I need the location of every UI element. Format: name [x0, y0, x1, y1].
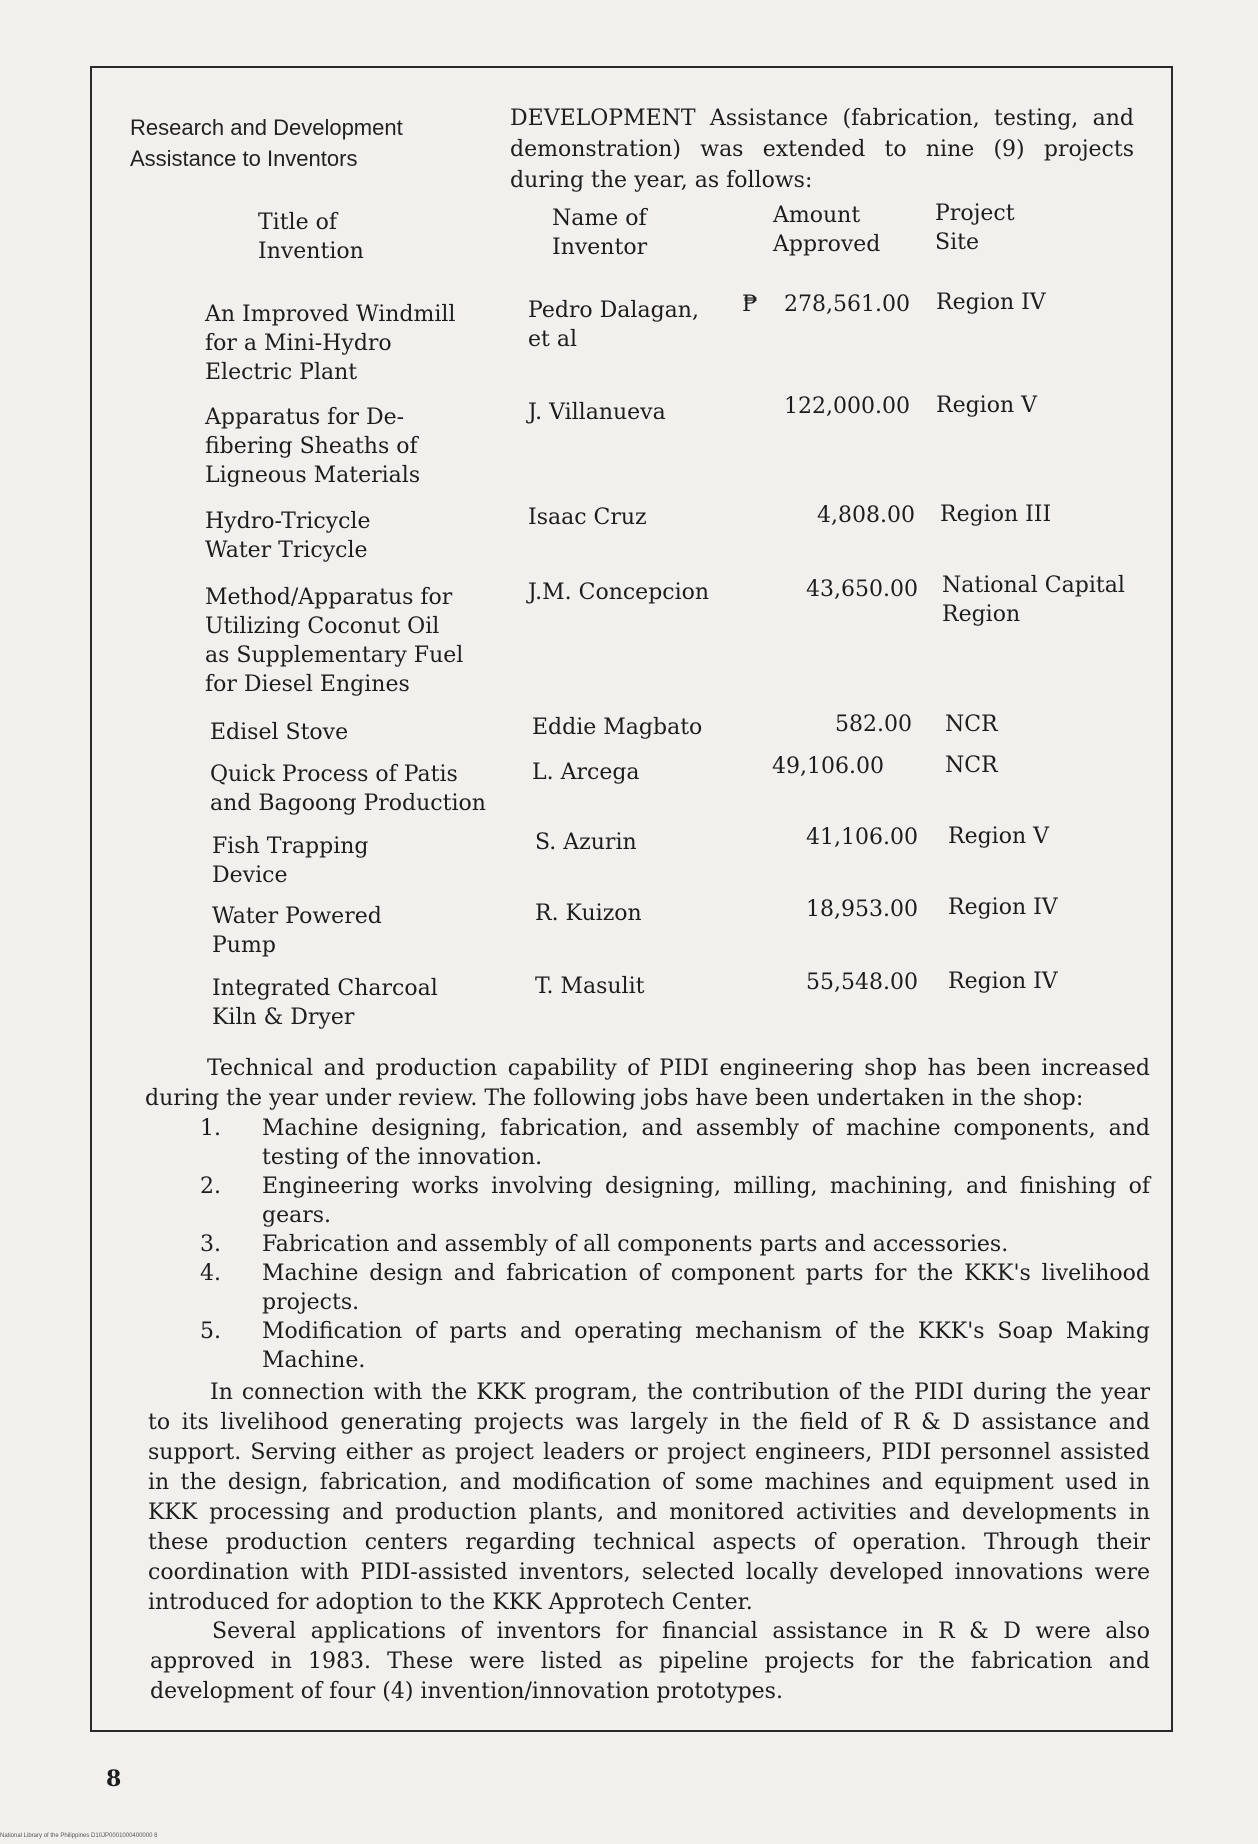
cell-line: Device: [212, 863, 288, 888]
sidenote-line: Research and Development: [130, 115, 403, 140]
cell-title: [212, 902, 502, 960]
cell-line: Water Tricycle: [205, 538, 368, 563]
cell-title: [210, 718, 500, 747]
cell-line: as Supplementary Fuel: [205, 643, 464, 668]
cell-line: J.M. Concepcion: [528, 580, 710, 605]
cell-title: [212, 832, 502, 890]
cell-line: et al: [528, 327, 578, 352]
cell-amount: 278,561.00: [784, 292, 910, 317]
cell-line: Integrated Charcoal: [212, 976, 438, 1001]
cell-title: [205, 507, 495, 565]
list-number: 1.: [200, 1116, 221, 1141]
cell-site: [936, 391, 1146, 420]
cell-amount: 43,650.00: [806, 577, 918, 602]
cell-amount: 4,808.00: [817, 503, 915, 528]
cell-line: Eddie Magbato: [532, 715, 703, 740]
header-line: Title of: [258, 210, 337, 235]
paragraph-applications: Several applications of inventors for financial assistance in R & D were also approved in 1983. These were listed as pipeline projects for the fabrication and development of four (4) invention/innovation prototypes.: [150, 1619, 1150, 1704]
section-sidenote: [130, 112, 470, 174]
cell-line: Ligneous Materials: [205, 463, 421, 488]
list-text: Engineering works involving designing, milling, machining, and finishing of gears.: [262, 1174, 1150, 1228]
cell-line: Region IV: [948, 969, 1058, 994]
list-text: Fabrication and assembly of all components parts and accessories.: [262, 1232, 1009, 1257]
cell-line: National Capital: [942, 573, 1125, 598]
list-item: [200, 1114, 1150, 1172]
cell-line: Hydro-Tricycle: [205, 509, 371, 534]
cell-site: [936, 288, 1146, 317]
jobs-list: [200, 1114, 1150, 1375]
page-number: 8: [106, 1766, 122, 1792]
header-title: [258, 208, 548, 266]
cell-line: J. Villanueva: [528, 400, 666, 425]
header-line: Approved: [773, 232, 881, 257]
cell-name: [528, 296, 758, 354]
cell-site: [942, 571, 1152, 629]
cell-line: R. Kuizon: [535, 901, 642, 926]
cell-line: Utilizing Coconut Oil: [205, 614, 440, 639]
header-name: [552, 204, 782, 262]
cell-amount: 49,106.00: [772, 754, 884, 779]
cell-line: Region IV: [948, 895, 1058, 920]
list-text: Modification of parts and operating mechanism of the KKK's Soap Making Machine.: [262, 1319, 1150, 1373]
header-site: [935, 199, 1145, 257]
cell-line: Region V: [936, 393, 1037, 418]
cell-line: Region IV: [936, 290, 1046, 315]
cell-site: [948, 893, 1158, 922]
cell-site: [948, 967, 1158, 996]
cell-amount: 122,000.00: [784, 394, 910, 419]
cell-title: [205, 403, 495, 490]
cell-line: Method/Apparatus for: [205, 585, 453, 610]
cell-title: [205, 583, 495, 699]
currency-symbol: ₱: [742, 292, 758, 317]
cell-line: Region: [942, 602, 1021, 627]
cell-line: Region V: [948, 824, 1049, 849]
cell-line: T. Masulit: [535, 974, 645, 999]
cell-line: and Bagoong Production: [210, 791, 486, 816]
cell-line: L. Arcega: [532, 760, 640, 785]
cell-name: [528, 503, 758, 532]
cell-line: Edisel Stove: [210, 720, 349, 745]
cell-line: Apparatus for De-: [205, 405, 405, 430]
list-item: [200, 1259, 1150, 1317]
list-number: 4.: [200, 1261, 221, 1286]
cell-line: S. Azurin: [535, 830, 637, 855]
cell-line: Pedro Dalagan,: [528, 298, 699, 323]
cell-line: Quick Process of Patis: [210, 762, 458, 787]
list-item: [200, 1317, 1150, 1375]
cell-site: [945, 710, 1155, 739]
intro-paragraph: DEVELOPMENT Assistance (fabrication, testing, and demonstration) was extended to nine (9) projects during the year, as follows:: [510, 106, 1134, 193]
cell-amount: 18,953.00: [806, 897, 918, 922]
scan-footer: National Library of the Philippines D10JP0001000400000 8: [0, 1833, 158, 1839]
cell-title: [210, 760, 500, 818]
header-line: Amount: [773, 203, 861, 228]
header-line: Name of: [552, 206, 647, 231]
paragraph-kkk: In connection with the KKK program, the contribution of the PIDI during the year to its livelihood generating projects was largely in the field of R & D assistance and support. Serving either as project leaders or project engineers, PIDI personnel assisted in the design, fabrication, and modification of some machines and equipment used in KKK processing and production plants, and monitored activities and developments in these production centers regarding technical aspects of operation. Through their coordination with PIDI-assisted inventors, selected locally developed innovations were introduced for adoption to the KKK Approtech Center.: [148, 1380, 1150, 1615]
cell-name: [528, 578, 758, 607]
sidenote-line: Assistance to Inventors: [130, 146, 358, 171]
cell-line: Pump: [212, 933, 276, 958]
list-number: 3.: [200, 1232, 221, 1257]
cell-line: An Improved Windmill: [205, 302, 456, 327]
cell-line: NCR: [945, 753, 998, 778]
cell-site: [945, 751, 1155, 780]
cell-amount: 55,548.00: [806, 970, 918, 995]
cell-line: Electric Plant: [205, 360, 358, 385]
list-number: 2.: [200, 1174, 221, 1199]
header-line: Project: [935, 201, 1015, 226]
cell-site: [940, 500, 1150, 529]
list-text: Machine designing, fabrication, and assembly of machine components, and testing of the innovation.: [262, 1116, 1150, 1170]
cell-site: [948, 822, 1158, 851]
cell-line: Region III: [940, 502, 1052, 527]
header-line: Invention: [258, 239, 364, 264]
cell-title: [212, 974, 502, 1032]
cell-line: for a Mini-Hydro: [205, 331, 392, 356]
paragraph-capability: Technical and production capability of PIDI engineering shop has been increased during the year under review. The following jobs have been undertaken in the shop:: [145, 1056, 1150, 1111]
cell-line: Isaac Cruz: [528, 505, 647, 530]
cell-line: Fish Trapping: [212, 834, 369, 859]
cell-line: fibering Sheaths of: [205, 434, 418, 459]
list-item: [200, 1172, 1150, 1230]
cell-line: Kiln & Dryer: [212, 1005, 355, 1030]
list-item: [200, 1230, 1150, 1259]
cell-line: for Diesel Engines: [205, 672, 410, 697]
cell-amount: 41,106.00: [806, 825, 918, 850]
list-number: 5.: [200, 1319, 221, 1344]
list-text: Machine design and fabrication of component parts for the KKK's livelihood projects.: [262, 1261, 1150, 1315]
cell-line: Water Powered: [212, 904, 382, 929]
header-line: Site: [935, 230, 979, 255]
header-line: Inventor: [552, 235, 648, 260]
cell-amount: 582.00: [835, 712, 912, 737]
cell-line: NCR: [945, 712, 998, 737]
cell-title: [205, 300, 495, 387]
